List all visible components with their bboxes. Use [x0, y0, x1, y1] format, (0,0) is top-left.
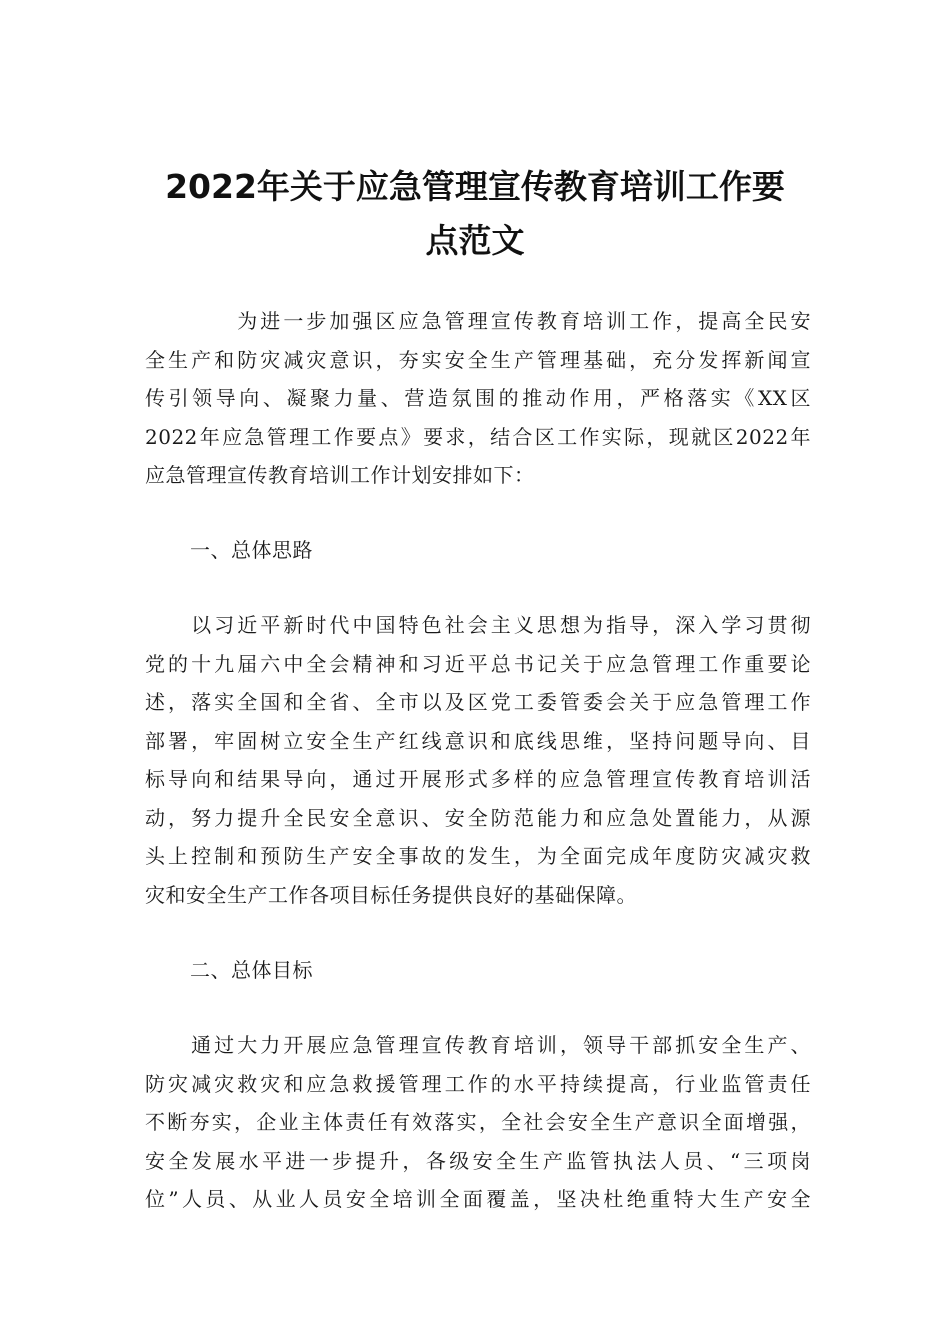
- paragraph-line: 灾和安全生产工作各项目标任务提供良好的基础保障。: [145, 882, 637, 907]
- section1-paragraph: [145, 606, 811, 914]
- section-heading-2: 二、总体目标: [190, 958, 313, 982]
- section-heading-1: 一、总体思路: [190, 538, 313, 562]
- document-title: [130, 160, 820, 268]
- title-line-2: 点范文: [425, 221, 525, 260]
- paragraph-line: 标导向和结果导向，通过开展形式多样的应急管理宣传教育培训活: [145, 767, 811, 791]
- paragraph-line: 不断夯实，企业主体责任有效落实，全社会安全生产意识全面增强，: [145, 1110, 811, 1134]
- paragraph-line: 动，努力提升全民安全意识、安全防范能力和应急处置能力，从源: [145, 805, 811, 830]
- paragraph-line: 通过大力开展应急管理宣传教育培训，领导干部抓安全生产、: [145, 1033, 811, 1057]
- paragraph-line: 应急管理宣传教育培训工作计划安排如下：: [145, 463, 535, 487]
- paragraph-line: 防灾减灾救灾和应急救援管理工作的水平持续提高，行业监管责任: [145, 1071, 811, 1096]
- paragraph-line: 述，落实全国和全省、全市以及区党工委管委会关于应急管理工作: [145, 690, 811, 714]
- paragraph-line: 传引领导向、凝聚力量、营造氛围的推动作用，严格落实《XX区: [145, 386, 811, 410]
- paragraph-line: 头上控制和预防生产安全事故的发生，为全面完成年度防灾减灾救: [145, 844, 811, 868]
- paragraph-line: 部署，牢固树立安全生产红线意识和底线思维，坚持问题导向、目: [145, 728, 811, 753]
- paragraph-line: 全生产和防灾减灾意识，夯实安全生产管理基础，充分发挥新闻宣: [145, 347, 811, 372]
- paragraph-line: 2022年应急管理工作要点》要求，结合区工作实际，现就区2022年: [145, 424, 811, 449]
- paragraph-line: 安全发展水平进一步提升，各级安全生产监管执法人员、“三项岗: [145, 1148, 811, 1173]
- section2-paragraph: [145, 1026, 811, 1219]
- paragraph-line: 位”人员、从业人员安全培训全面覆盖，坚决杜绝重特大生产安全: [145, 1187, 811, 1211]
- intro-paragraph: [145, 302, 811, 495]
- paragraph-line: 党的十九届六中全会精神和习近平总书记关于应急管理工作重要论: [145, 651, 811, 676]
- title-line-1: 2022年关于应急管理宣传教育培训工作要: [165, 167, 785, 206]
- paragraph-line: 以习近平新时代中国特色社会主义思想为指导，深入学习贯彻: [145, 613, 811, 637]
- paragraph-line: 为进一步加强区应急管理宣传教育培训工作，提高全民安: [145, 309, 811, 333]
